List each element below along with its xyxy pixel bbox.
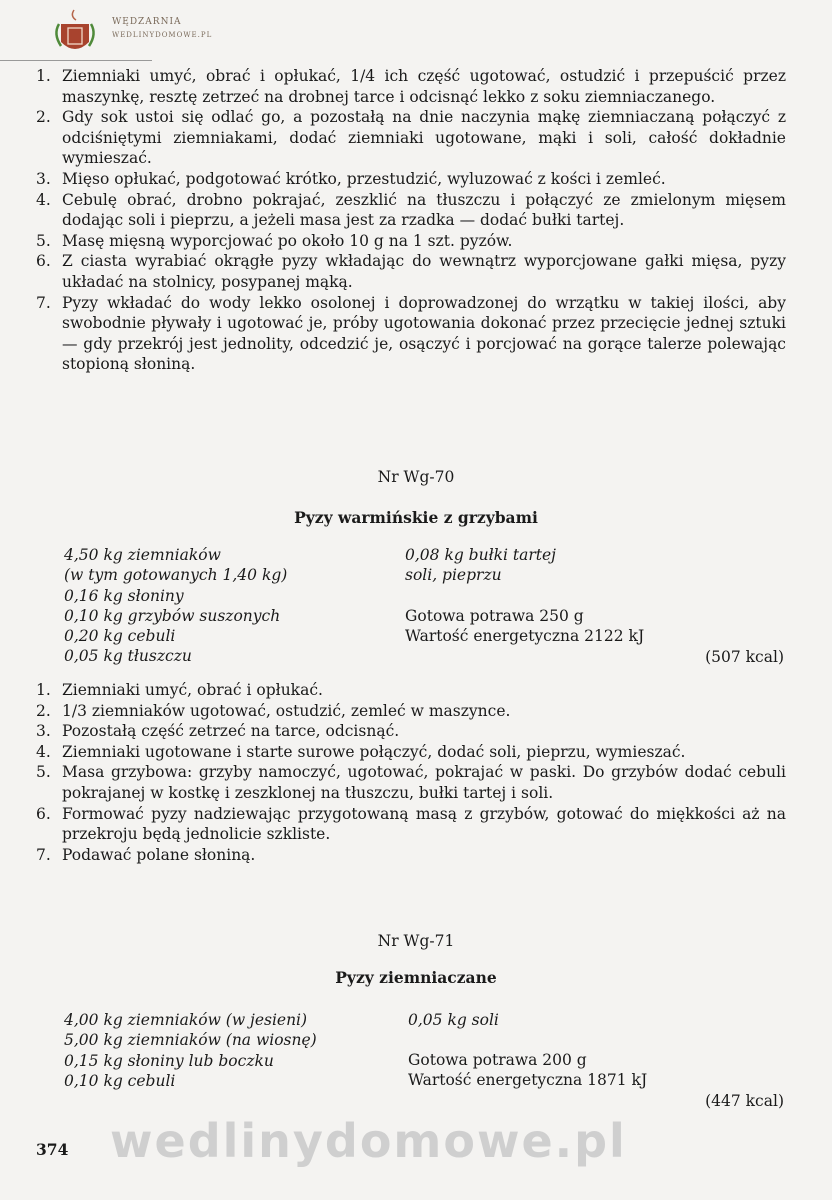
recipe-number: Nr Wg-70 <box>377 468 455 486</box>
step-number: 6. <box>36 252 51 271</box>
ingredient: soli, pieprzu <box>405 566 502 585</box>
logo-line-1: WĘDZARNIA <box>112 17 182 27</box>
ingredients-left <box>64 1010 317 1091</box>
step-text: Pyzy wkładać do wody lekko osolonej i doprowadzonej do wrzątku w takiej ilości, aby swobodnie pływały i ugotować je, próby ugotowania dokonać przez przecięcie jednej sztuki — gdy przekrój jest jednolity, odcedzić je, osączyć i porcjować na gorące talerze polewając stopioną słoniną. <box>62 293 786 374</box>
step-number: 1. <box>36 681 51 699</box>
portion-size: Gotowa potrawa 200 g <box>408 1051 587 1069</box>
ingredient: 0,10 kg grzybów suszonych <box>64 606 281 625</box>
ingredients-right <box>405 545 556 586</box>
list-item <box>36 293 786 375</box>
step-number: 4. <box>36 742 51 761</box>
step-number: 2. <box>36 701 51 720</box>
ingredient: (w tym gotowanych 1,40 kg) <box>64 566 288 585</box>
steps-recipe-70 <box>36 680 786 865</box>
list-item <box>36 721 786 742</box>
ingredient: 5,00 kg ziemniaków (na wiosnę) <box>64 1031 317 1050</box>
list-item <box>36 190 786 231</box>
energy-value: Wartość energetyczna 1871 kJ <box>408 1071 648 1090</box>
energy-value: Wartość energetyczna 2122 kJ <box>405 627 645 646</box>
step-text: Ziemniaki ugotowane i starte surowe połączyć, dodać soli, pieprzu, wymieszać. <box>62 742 686 761</box>
nutrition-info <box>408 1050 647 1091</box>
step-text: Z ciasta wyrabiać okrągłe pyzy wkładając do wewnątrz wyporcjowane gałki mięsa, pyzy układać na stolnicy, posypanej mąką. <box>62 252 786 291</box>
kcal-value: (447 kcal) <box>705 1092 784 1110</box>
step-number: 6. <box>36 804 51 823</box>
step-text: Masa grzybowa: grzyby namoczyć, ugotować, pokrajać w paski. Do grzybów dodać cebuli pokrajanej w kostkę i zeszklonej na tłuszczu, bułki tartej i soli. <box>62 763 786 802</box>
step-text: Pozostałą część zetrzeć na tarce, odcisnąć. <box>62 722 400 741</box>
divider <box>0 60 152 61</box>
step-text: Gdy sok ustoi się odlać go, a pozostałą na dnie naczynia mąkę ziemniaczaną połączyć z odciśniętymi ziemniakami, dodać ziemniaki ugotowane, mąki i soli, całość dokładnie wymieszać. <box>62 108 786 168</box>
kcal-value: (507 kcal) <box>705 648 784 666</box>
ingredients-left <box>64 545 287 667</box>
list-item <box>36 845 786 866</box>
steps-previous-recipe <box>36 66 786 375</box>
watermark-bottom: wedlinydomowe.pl <box>110 1114 627 1168</box>
nutrition-info <box>405 606 644 647</box>
portion-size: Gotowa potrawa 250 g <box>405 607 584 625</box>
list-item <box>36 742 786 763</box>
list-item <box>36 107 786 169</box>
list-item <box>36 251 786 292</box>
step-text: Cebulę obrać, drobno pokrajać, zeszklić na tłuszczu i połączyć ze zmielonym mięsem dodając soli i pieprzu, a jeżeli masa jest za rzadka — dodać bułki tartej. <box>62 190 786 230</box>
list-item <box>36 680 786 701</box>
ingredients-right <box>408 1010 499 1030</box>
step-number: 3. <box>36 722 51 741</box>
logo-line-2: WEDLINYDOMOWE.PL <box>112 31 213 39</box>
list-item <box>36 169 786 190</box>
step-text: Ziemniaki umyć, obrać i opłukać. <box>62 681 323 699</box>
step-text: 1/3 ziemniaków ugotować, ostudzić, zemleć w maszynce. <box>62 701 511 720</box>
recipe-number: Nr Wg-71 <box>377 932 455 950</box>
ingredient: 4,50 kg ziemniaków <box>64 546 221 564</box>
step-number: 5. <box>36 231 51 250</box>
step-number: 5. <box>36 763 51 782</box>
page-number: 374 <box>36 1140 69 1159</box>
step-number: 7. <box>36 845 51 864</box>
list-item <box>36 231 786 252</box>
list-item <box>36 66 786 107</box>
ingredient: 0,05 kg tłuszczu <box>64 647 192 666</box>
recipe-title: Pyzy ziemniaczane <box>335 968 497 987</box>
list-item <box>36 804 786 845</box>
step-text: Formować pyzy nadziewając przygotowaną masą z grzybów, gotować do miękkości aż na przekroju będą jednolicie szkliste. <box>62 804 786 844</box>
step-number: 1. <box>36 67 51 85</box>
ingredient: 0,15 kg słoniny lub boczku <box>64 1051 274 1070</box>
ingredient: 0,08 kg bułki tartej <box>405 546 556 564</box>
ingredient: 0,05 kg soli <box>408 1011 499 1029</box>
step-number: 4. <box>36 190 51 209</box>
recipe-title: Pyzy warmińskie z grzybami <box>294 508 538 527</box>
step-number: 3. <box>36 169 51 188</box>
step-number: 2. <box>36 108 51 127</box>
list-item <box>36 701 786 722</box>
step-text: Mięso opłukać, podgotować krótko, przestudzić, wyluzować z kości i zemleć. <box>62 169 666 188</box>
step-text: Masę mięsną wyporcjować po około 10 g na 1 szt. pyzów. <box>62 231 513 250</box>
ingredient: 4,00 kg ziemniaków (w jesieni) <box>64 1011 308 1029</box>
logo-text <box>112 16 212 42</box>
step-text: Podawać polane słoniną. <box>62 845 256 864</box>
step-number: 7. <box>36 293 51 312</box>
ingredient: 0,20 kg cebuli <box>64 627 176 646</box>
step-text: Ziemniaki umyć, obrać i opłukać, 1/4 ich część ugotować, ostudzić i przepuścić przez maszynkę, resztę zetrzeć na drobnej tarce i odcisnąć lekko z soku ziemniaczanego. <box>62 67 786 106</box>
ingredient: 0,10 kg cebuli <box>64 1071 176 1090</box>
list-item <box>36 762 786 803</box>
ingredient: 0,16 kg słoniny <box>64 586 184 605</box>
